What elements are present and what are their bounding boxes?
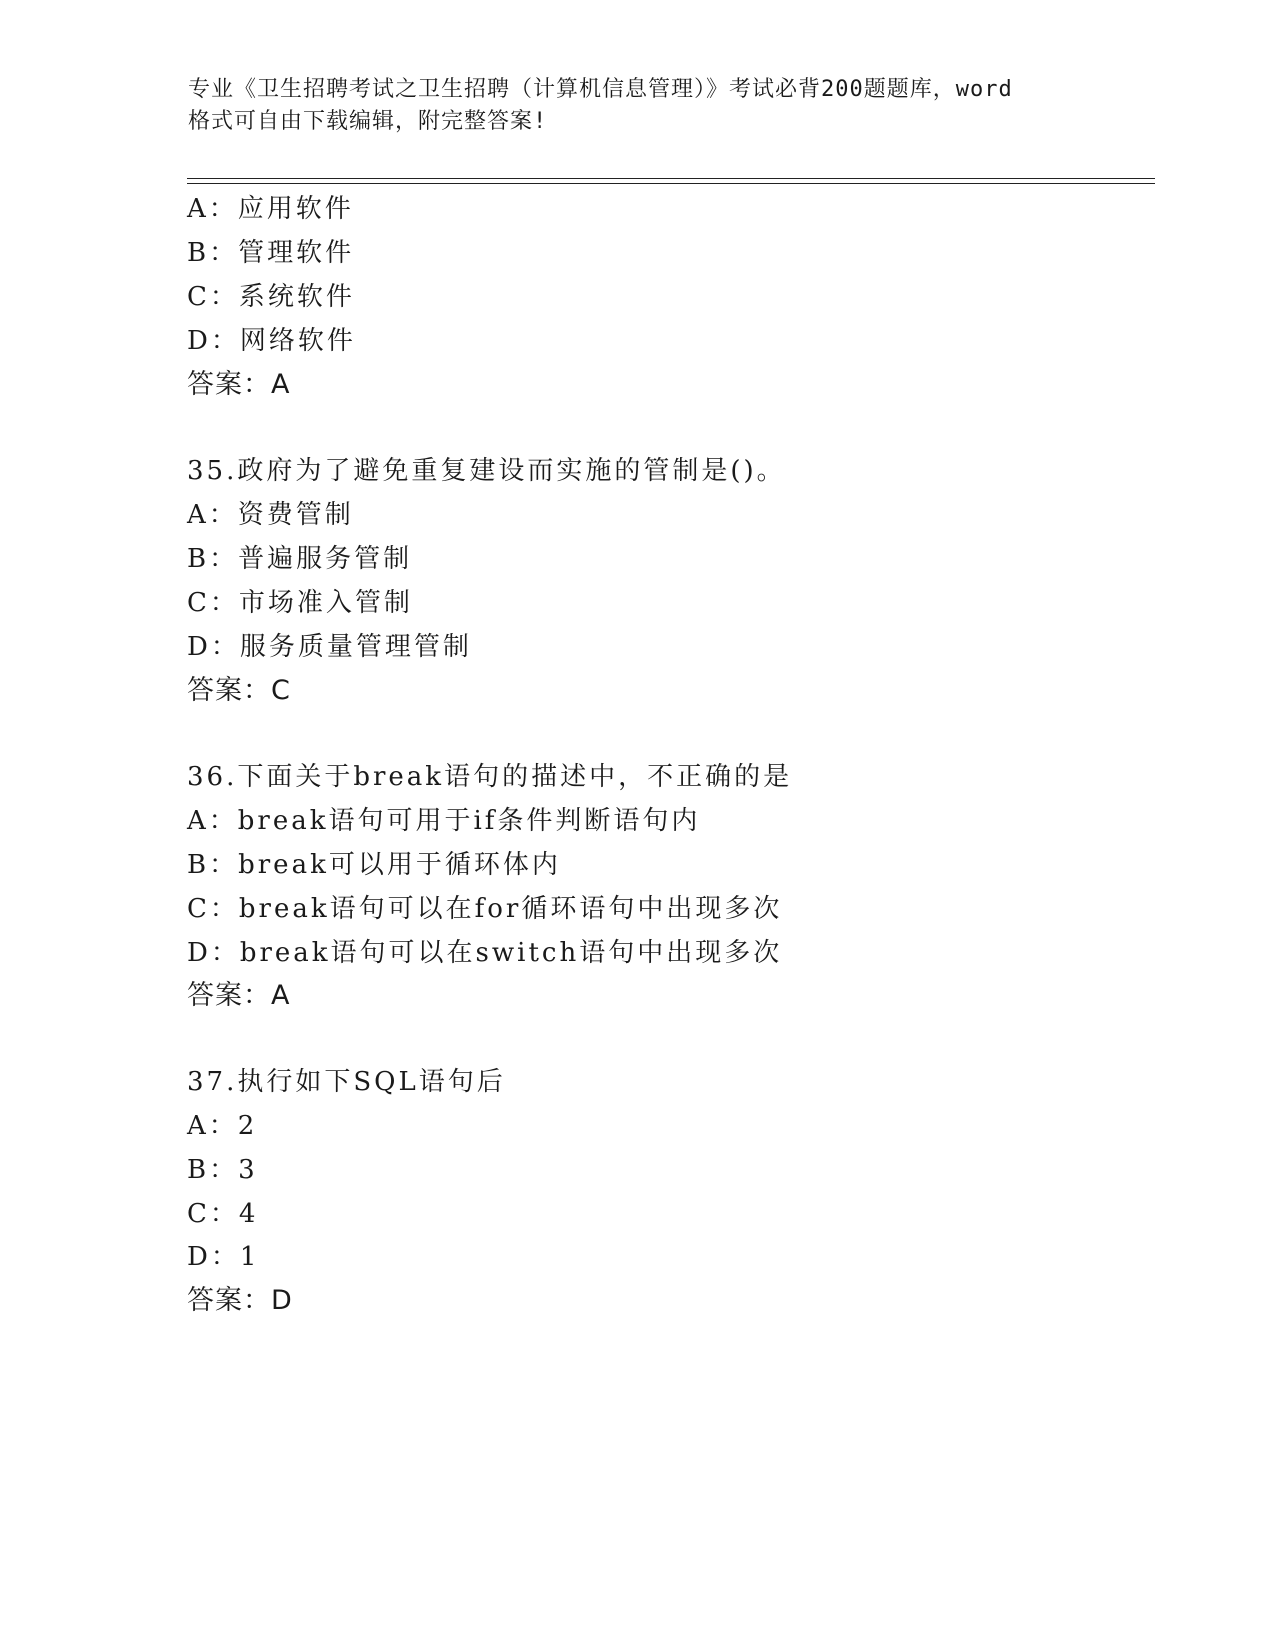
option-a: A：2 [187, 1111, 258, 1141]
answer-line: 答案：A [187, 369, 291, 400]
question-stem: 35.政府为了避免重复建设而实施的管制是()。 [187, 456, 786, 486]
header-line-1: 专业《卫生招聘考试之卫生招聘（计算机信息管理）》考试必背200题题库，word [188, 77, 1013, 102]
option-b: B：3 [187, 1155, 258, 1185]
option-b: B：break可以用于循环体内 [187, 850, 561, 880]
option-d: D：break语句可以在switch语句中出现多次 [187, 938, 783, 968]
answer-line: 答案：D [187, 1285, 293, 1316]
option-c: C：4 [187, 1199, 259, 1229]
answer-line: 答案：C [187, 675, 291, 706]
option-a: A：break语句可用于if条件判断语句内 [187, 806, 701, 836]
option-c: C：系统软件 [187, 282, 355, 312]
header-divider-bottom [187, 183, 1155, 184]
document-header [188, 74, 1098, 138]
option-a: A：应用软件 [187, 194, 354, 224]
option-c: C：break语句可以在for循环语句中出现多次 [187, 894, 783, 924]
option-b: B：普遍服务管制 [187, 544, 413, 574]
option-d: D：服务质量管理管制 [187, 632, 472, 662]
option-a: A：资费管制 [187, 500, 354, 530]
option-c: C：市场准入管制 [187, 588, 413, 618]
option-d: D：网络软件 [187, 326, 356, 356]
question-stem: 37.执行如下SQL语句后 [187, 1067, 506, 1097]
option-b: B：管理软件 [187, 238, 355, 268]
question-stem: 36.下面关于break语句的描述中，不正确的是 [187, 762, 793, 792]
header-line-2: 格式可自由下载编辑，附完整答案! [188, 109, 548, 134]
option-d: D：1 [187, 1242, 260, 1272]
answer-line: 答案：A [187, 980, 291, 1011]
header-divider-top [187, 178, 1155, 179]
